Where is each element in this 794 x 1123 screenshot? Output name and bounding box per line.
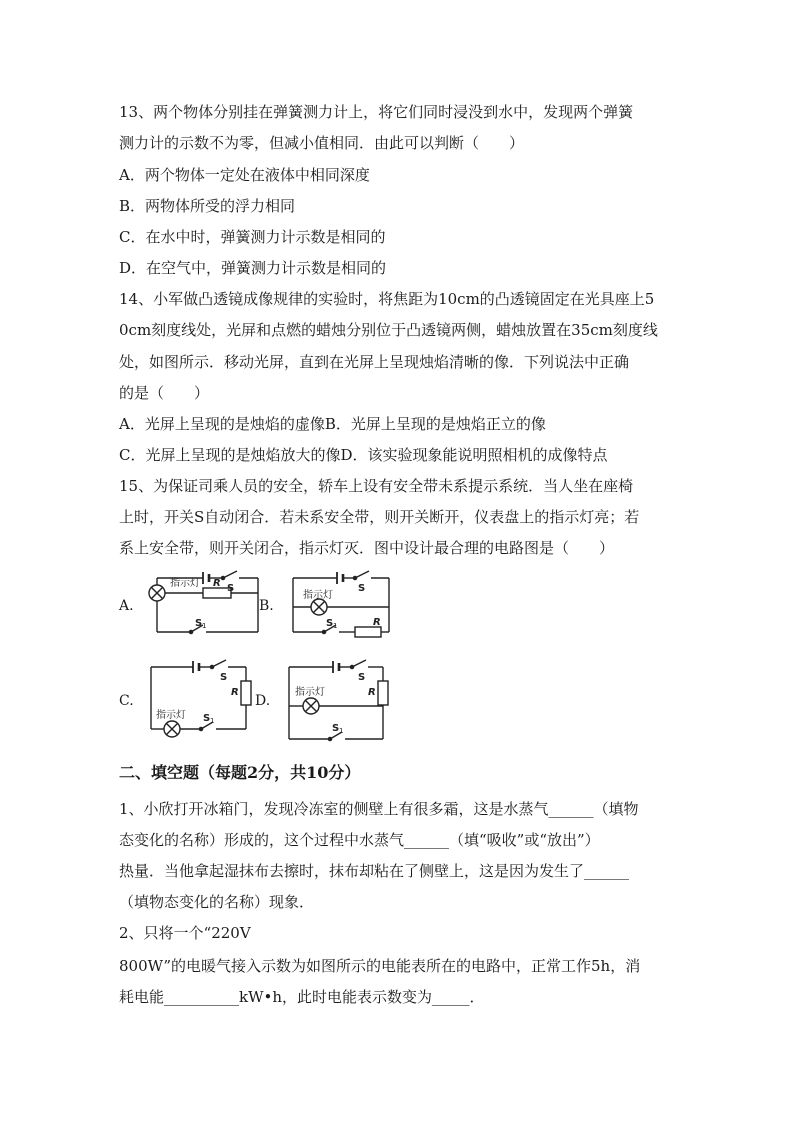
circuit-diagram-b	[285, 568, 395, 640]
q14-option-ab: A．光屏上呈现的是烛焰的虚像B．光屏上呈现的是烛焰正立的像	[119, 415, 546, 433]
q15-option-c-letter: C.	[119, 693, 134, 709]
f2-line-2: 800W”的电暖气接入示数为如图所示的电能表所在的电路中，正常工作5h，消	[119, 957, 641, 975]
switch-s-label-d: S	[358, 672, 366, 683]
switch-s1-label-c: S	[203, 713, 211, 724]
switch-s-label-c: S	[220, 672, 228, 683]
switch-s1-label-d: S	[332, 723, 340, 734]
lamp-label-d: 指示灯	[295, 687, 325, 698]
q15-line-2: 上时，开关S自动闭合．若未系安全带，则开关断开，仪表盘上的指示灯亮；若	[119, 508, 640, 526]
circuit-diagram-c	[146, 657, 258, 742]
resistor-label-d: R	[368, 687, 376, 698]
f1-line-4: （填物态变化的名称）现象．	[119, 893, 315, 911]
q15-line-1: 15、为保证司乘人员的安全，轿车上设有安全带未系提示系统．当人坐在座椅	[119, 477, 634, 495]
f1-line-1: 1、小欣打开冰箱门，发现冷冻室的侧壁上有很多霜，这是水蒸气______（填物	[119, 800, 639, 818]
q14-line-1: 14、小军做凸透镜成像规律的实验时，将焦距为10cm的凸透镜固定在光具座上5	[119, 290, 655, 308]
q13-line-1: 13、两个物体分别挂在弹簧测力计上，将它们同时浸没到水中，发现两个弹簧	[119, 103, 634, 121]
f1-line-2: 态变化的名称）形成的，这个过程中水蒸气______（填“吸收”或“放出”）	[119, 831, 600, 849]
resistor-label-b: R	[373, 617, 381, 628]
q13-option-c: C．在水中时，弹簧测力计示数是相同的	[119, 228, 386, 246]
resistor-label-a: R	[213, 578, 221, 589]
switch-s1-label-a: S	[195, 618, 203, 629]
q13-option-d: D．在空气中，弹簧测力计示数是相同的	[119, 259, 387, 277]
f2-line-3: 耗电能__________kW•h，此时电能表示数变为_____．	[119, 988, 485, 1006]
circuit-diagram-d	[281, 657, 393, 742]
section-heading: 二、填空题（每题2分，共10分）	[119, 763, 361, 782]
q14-option-cd: C．光屏上呈现的是烛焰放大的像D．该实验现象能说明照相机的成像特点	[119, 446, 608, 464]
q14-line-4: 的是（ ）	[119, 384, 210, 402]
q15-line-3: 系上安全带，则开关闭合，指示灯灭．图中设计最合理的电路图是（ ）	[119, 539, 615, 557]
switch-s-label-b: S	[358, 583, 366, 594]
switch-s1-sub-c: 1	[210, 717, 215, 725]
resistor-label-c: R	[231, 687, 239, 698]
lamp-label-c: 指示灯	[156, 710, 186, 721]
f2-line-1: 2、只将一个“220V	[119, 924, 251, 942]
circuit-diagram-a	[140, 568, 265, 640]
switch-s1-sub-b: 1	[333, 622, 338, 630]
switch-s1-label-b: S	[326, 618, 334, 629]
q15-option-b-letter: B.	[259, 598, 274, 614]
q15-option-d-letter: D.	[255, 693, 271, 709]
switch-s-label-a: S	[227, 583, 235, 594]
q14-line-2: 0cm刻度线处，光屏和点燃的蜡烛分别位于凸透镜两侧，蜡烛放置在35cm刻度线	[119, 321, 658, 339]
switch-s1-sub-d: 1	[339, 727, 344, 735]
q14-line-3: 处，如图所示．移动光屏，直到在光屏上呈现烛焰清晰的像．下列说法中正确	[119, 353, 630, 371]
q13-option-b: B．两物体所受的浮力相同	[119, 197, 296, 215]
q15-option-a-letter: A.	[119, 598, 134, 614]
switch-s1-sub-a: 1	[202, 622, 207, 630]
lamp-label-b: 指示灯	[303, 590, 333, 601]
q13-line-2: 测力计的示数不为零，但减小值相同．由此可以判断（ ）	[119, 134, 525, 152]
q13-option-a: A．两个物体一定处在液体中相同深度	[119, 166, 370, 184]
lamp-label-a: 指示灯	[170, 578, 200, 589]
f1-line-3: 热量．当他拿起湿抹布去擦时，抹布却粘在了侧壁上，这是因为发生了______	[119, 862, 630, 880]
